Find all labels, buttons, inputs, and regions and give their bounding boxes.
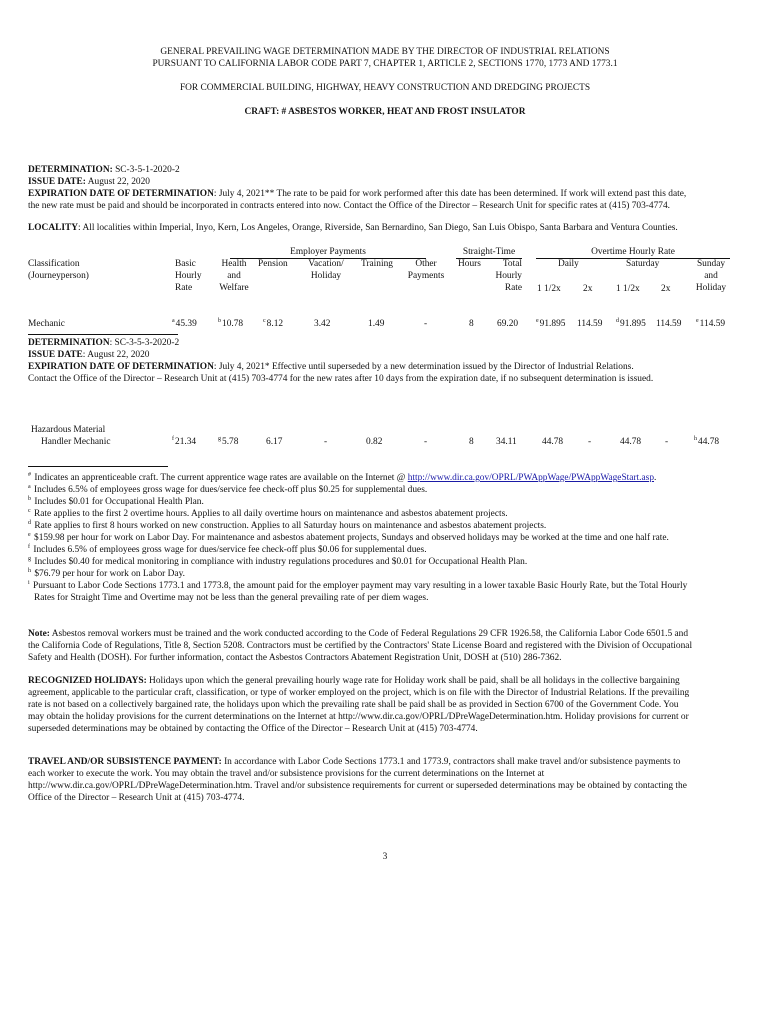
col-saturday-2x: 2x	[661, 284, 671, 294]
exp1-text-2: the new rate must be paid and should be incorporated in contracts entered into now. Contact the Office of the Director – Research Unit for specific rates at (415) 703-4774.	[28, 201, 670, 212]
header-line-3: FOR COMMERCIAL BUILDING, HIGHWAY, HEAVY CONSTRUCTION AND DREDGING PROJECTS	[179, 83, 591, 93]
footnote-e: $^e$ $159.98 per hour for work on Labor Day. For maintenance and asbestos abatement projects, Sundays and observed holidays may be worked at the time and one half rate.	[28, 532, 669, 543]
exp2-label: EXPIRATION DATE OF DETERMINATION	[28, 362, 214, 373]
col-saturday-1-5x: 1 1/2x	[616, 284, 640, 294]
footnote-g: $^g$ Includes $0.40 for medical monitoring in compliance with industry regulations procedures and $0.01 for Occupational Health Plan.	[28, 556, 528, 567]
footnote-d: $^d$ Rate applies to first 8 hours worked on new construction. Applies to all Saturday hours on maintenance and asbestos abatement projects.	[28, 520, 547, 531]
col-vacation: Vacation/ Holiday	[308, 259, 344, 282]
exp2-text-2: Contact the Office of the Director – Research Unit at (415) 703-4774 for the new rates after 10 days from the expiration date, if no subsequent determination is issued.	[28, 374, 654, 385]
row-basic-rate: $^f$21.34	[172, 436, 197, 447]
overtime-group: Overtime Hourly Rate	[536, 246, 730, 259]
row-daily-2x: -	[588, 437, 592, 447]
locality	[28, 222, 744, 234]
row-other: -	[424, 319, 428, 329]
col-classification: Classification (Journeyperson)	[28, 259, 89, 282]
row-health-welfare: $^b$10.78	[218, 318, 244, 329]
col-hours: Hours	[458, 259, 481, 269]
note-paragraph: Note: Asbestos removal workers must be trained and the work conducted according to the Code of Federal Regulations 29 CFR 1926.58, the California Labor Code 6501.5 and the California Code of Regulations, Title 8, Section 5208. Contractors must be certified by the Contractors' State License Board and registered with the Division of Occupational Safety and Health (DOSH). For further information, contact the Asbestos Contractors Abatement Registration Unit, DOSH at (510) 286-7362.	[28, 629, 693, 664]
footnote-i-continued: Rates for Straight Time and Overtime may not be less than the general prevailing rate of per diem wages.	[34, 593, 429, 603]
determination-1	[28, 164, 744, 212]
apprentice-wage-link[interactable]: http://www.dir.ca.gov/OPRL/PWAppWage/PWAppWageStart.asp	[407, 473, 655, 483]
col-daily-2x: 2x	[583, 284, 593, 294]
row-pension: 6.17	[266, 437, 283, 447]
footnote-f: $^f$ Includes 6.5% of employees gross wage for dues/service fee check-off plus $0.06 for supplemental dues.	[28, 544, 427, 555]
footnote-b: $^b$ Includes $0.01 for Occupational Health Plan.	[28, 496, 204, 507]
exp1-text-1: : July 4, 2021** The rate to be paid for work performed after this date has been determined. If work will extend past this date,	[213, 189, 687, 200]
row-daily-1-5x: $^e$91.895	[536, 318, 566, 329]
row-classification: Mechanic	[28, 319, 65, 329]
issue1-label: ISSUE DATE:	[28, 177, 86, 188]
col-daily: Daily	[558, 259, 579, 269]
footnote-hash: # Indicates an apprenticeable craft. The current apprentice wage rates are available on the Internet @ http://www.dir.ca.gov/OPRL/PWAppWage/PWAppWageStart.asp.	[28, 472, 657, 483]
row-vacation: -	[324, 437, 328, 447]
row-saturday-2x: 114.59	[656, 319, 682, 329]
col-pension: Pension	[258, 259, 288, 269]
page-number: 3	[382, 852, 388, 862]
col-sunday: Sunday and Holiday	[695, 259, 727, 294]
header-line-2: PURSUANT TO CALIFORNIA LABOR CODE PART 7, CHAPTER 1, ARTICLE 2, SECTIONS 1770, 1773 AND 1773.1	[152, 59, 618, 69]
row-saturday-1-5x: 44.78	[620, 437, 642, 447]
determination-2	[28, 337, 744, 385]
issue2-value: : August 22, 2020	[82, 350, 150, 361]
locality-label: LOCALITY	[28, 223, 79, 233]
col-total: Total Hourly Rate	[495, 259, 522, 294]
row-classification: Hazardous Material Handler Mechanic	[31, 425, 111, 448]
travel-paragraph: TRAVEL AND/OR SUBSISTENCE PAYMENT: In accordance with Labor Code Sections 1773.1 and 1773.9, contractors shall make travel and/or subsistence payments to each worker to execute the work. You may obtain the travel and/or subsistence provisions for the current determinations on the Internet at http://www.dir.ca.gov/OPRL/DPreWageDetermination.htm. Travel and/or subsistence requirements for current or superseded determinations may be obtained by contacting the Office of the Director – Research Unit at (415) 703-4774.	[28, 757, 687, 804]
col-saturday: Saturday	[626, 259, 660, 269]
row-vacation: 3.42	[314, 319, 331, 329]
note-label: Note:	[28, 629, 50, 639]
travel-label: TRAVEL AND/OR SUBSISTENCE PAYMENT:	[28, 757, 222, 767]
col-basic: Basic Hourly Rate	[175, 259, 202, 294]
exp1-label: EXPIRATION DATE OF DETERMINATION	[28, 189, 214, 200]
col-daily-1-5x: 1 1/2x	[537, 284, 561, 294]
footnote-a: $^a$ Includes 6.5% of employees gross wage for dues/service fee check-off plus $0.25 for supplemental dues.	[28, 484, 428, 495]
row-sunday-holiday: $^e$114.59	[696, 318, 726, 329]
footnote-h: $^h$ $76.79 per hour for work on Labor Day.	[28, 568, 185, 579]
issue2-label: ISSUE DATE	[28, 350, 83, 361]
row-daily-1-5x: 44.78	[542, 437, 564, 447]
separator-rule	[28, 334, 178, 335]
row-training: 0.82	[366, 437, 383, 447]
col-health: Health and Welfare	[219, 259, 249, 294]
holidays-label: RECOGNIZED HOLIDAYS:	[28, 676, 147, 686]
row-training: 1.49	[368, 319, 385, 329]
footnote-i: $^i$ Pursuant to Labor Code Sections 1773.1 and 1773.8, the amount paid for the employer payment may vary resulting in a lower taxable Basic Hourly Rate, but the Total Hourly	[28, 580, 688, 591]
det1-label: DETERMINATION:	[28, 165, 113, 175]
row-basic-rate: $^a$45.39	[172, 318, 197, 329]
row-hours: 8	[469, 437, 474, 447]
craft-title: CRAFT: # ASBESTOS WORKER, HEAT AND FROST INSULATOR	[244, 107, 526, 117]
row-saturday-2x: -	[665, 437, 669, 447]
row-daily-2x: 114.59	[577, 319, 603, 329]
row-health-welfare: $^g$5.78	[218, 436, 239, 447]
header-line-1: GENERAL PREVAILING WAGE DETERMINATION MADE BY THE DIRECTOR OF INDUSTRIAL RELATIONS	[160, 47, 610, 57]
row-saturday-1-5x: $^d$91.895	[616, 318, 646, 329]
row-hours: 8	[469, 319, 474, 329]
row-sunday-holiday: $^h$44.78	[694, 436, 720, 447]
straight-time-group: Straight-Time	[456, 246, 522, 259]
row-other: -	[424, 437, 428, 447]
employer-payments-group: Employer Payments	[230, 246, 426, 259]
issue1-value: August 22, 2020	[87, 177, 150, 188]
holidays-paragraph: RECOGNIZED HOLIDAYS: Holidays upon which the general prevailing hourly wage rate for Holiday work shall be paid, shall be all holidays in the collective bargaining agreement, applicable to the particular craft, classification, or type of worker employed on the project, which is on file with the Director of Industrial Relations. If the prevailing rate is not based on a collectively bargained rate, the holidays upon which the prevailing rate shall be paid shall be as provided in Section 6700 of the Government Code. You may obtain the holiday provisions for the current determinations on the Internet at http://www.dir.ca.gov/OPRL/DPreWageDetermination.htm. Holiday provisions for current or superseded determinations may be obtained by contacting the Office of the Director – Research Unit at (415) 703-4774.	[28, 676, 690, 735]
row-total: 34.11	[496, 437, 517, 447]
exp2-text-1: : July 4, 2021* Effective until superseded by a new determination issued by the Director of Industrial Relations.	[213, 362, 634, 373]
det1-value: SC-3-5-1-2020-2	[115, 165, 180, 175]
det2-label: DETERMINATION	[28, 338, 110, 348]
col-training: Training	[361, 259, 393, 269]
row-pension: $^c$8.12	[263, 318, 284, 329]
footnote-rule	[28, 466, 168, 467]
locality-text: : All localities within Imperial, Inyo, Kern, Los Angeles, Orange, Riverside, San Bernardino, San Diego, San Luis Obispo, Santa Barbara and Ventura Counties.	[78, 223, 678, 233]
det2-value: : SC-3-5-3-2020-2	[109, 338, 180, 348]
footnote-c: $^c$ Rate applies to the first 2 overtime hours. Applies to all daily overtime hours on maintenance and asbestos abatement projects.	[28, 508, 508, 519]
row-total: 69.20	[497, 319, 519, 329]
col-other: Other Payments	[407, 259, 445, 282]
